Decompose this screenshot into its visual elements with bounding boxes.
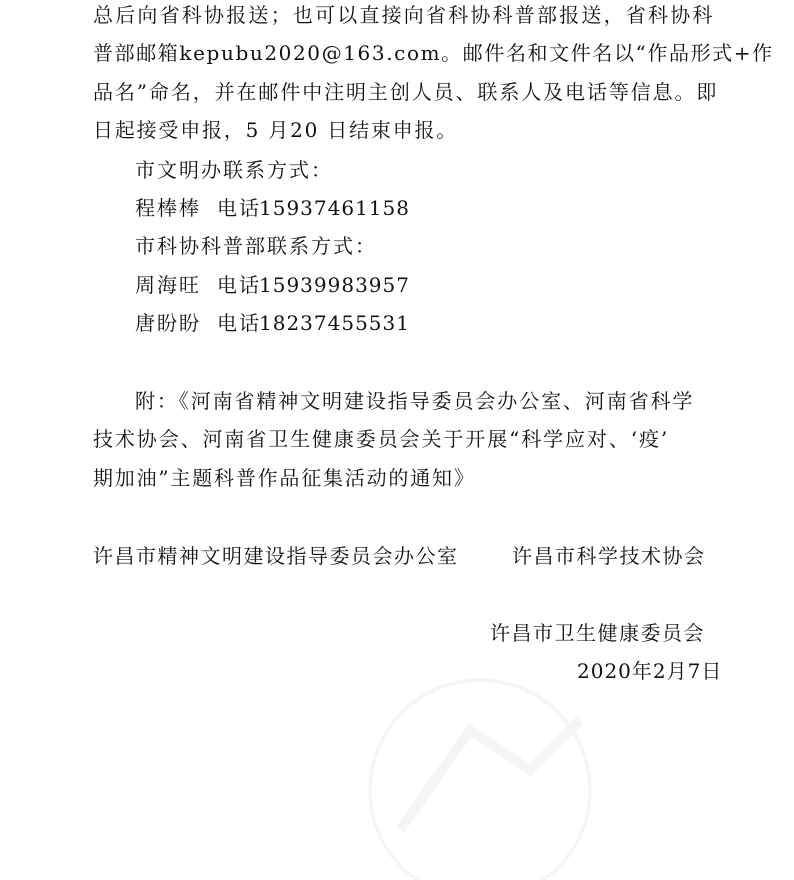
contact-row	[135, 310, 410, 336]
contact-phone: 15937461158	[259, 196, 410, 220]
body-line-2: 普部邮箱kepubu2020@163.com。邮件名和文件名以“作品形式+作	[93, 41, 774, 65]
attachment-line-2: 技术协会、河南省卫生健康委员会关于开展“科学应对、‘疫’	[93, 427, 670, 451]
contact-row	[135, 272, 410, 298]
attachment-line-3: 期加油”主题科普作品征集活动的通知》	[93, 466, 476, 490]
contact-name: 唐盼盼	[135, 311, 201, 335]
civilization-office-contact-heading: 市文明办联系方式：	[135, 158, 333, 182]
body-line-4: 日起接受申报，5 月20 日结束申报。	[93, 118, 459, 142]
contact-row	[135, 195, 410, 221]
contact-phone-label: 电话	[217, 196, 261, 220]
contact-name: 周海旺	[135, 273, 201, 297]
attachment-line-1: 附：《河南省精神文明建设指导委员会办公室、河南省科学	[135, 389, 695, 413]
contact-phone: 15939983957	[259, 273, 410, 297]
contact-phone: 18237455531	[259, 311, 410, 335]
contact-name: 程棒棒	[135, 196, 201, 220]
signature-health-commission: 许昌市卫生健康委员会	[490, 621, 705, 645]
signature-civilization-office: 许昌市精神文明建设指导委员会办公室	[93, 544, 459, 568]
signature-science-association: 许昌市科学技术协会	[512, 544, 706, 568]
contact-phone-label: 电话	[217, 273, 261, 297]
document-date: 2020年2月7日	[577, 659, 723, 683]
body-line-1: 总后向省科协报送；也可以直接向省科协科普部报送，省科协科	[93, 3, 715, 27]
science-association-contact-heading: 市科协科普部联系方式：	[135, 234, 377, 258]
body-line-3: 品名”命名，并在邮件中注明主创人员、联系人及电话等信息。即	[93, 80, 719, 104]
contact-phone-label: 电话	[217, 311, 261, 335]
